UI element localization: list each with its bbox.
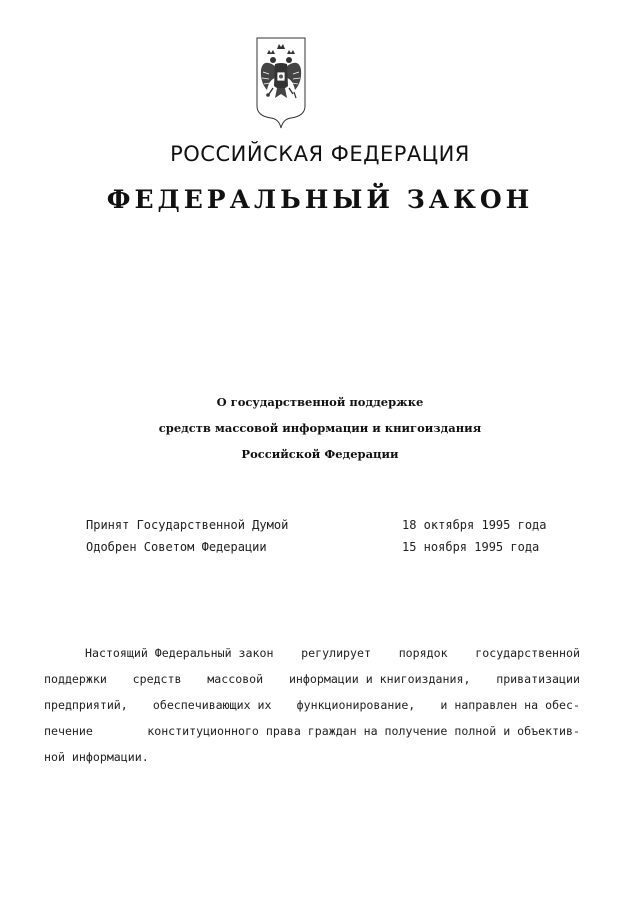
preamble-word: государственной [475,646,580,660]
coat-of-arms-emblem [255,36,307,130]
russian-coat-of-arms-icon [255,36,307,130]
country-heading: РОССИЙСКАЯ ФЕДЕРАЦИЯ [170,142,470,166]
preamble-word: порядок [398,646,448,660]
adoption-date: 15 ноября 1995 года [402,540,540,554]
preamble-word: предприятий, [44,698,128,712]
preamble-word: и направлен на обес- [440,698,580,712]
adoption-row-duma [0,514,640,536]
preamble-word: печение [44,724,93,738]
preamble-word: ной информации. [44,750,149,764]
preamble-word: регулирует [301,646,371,660]
law-title [0,389,640,467]
adoption-label: Принят Государственной Думой [86,518,289,532]
preamble-line [44,718,580,744]
preamble-paragraph [44,640,580,770]
document-type-heading: ФЕДЕРАЛЬНЫЙ ЗАКОН [106,185,534,214]
adoption-date: 18 октября 1995 года [402,518,547,532]
law-title-line: Российской Федерации [241,447,399,461]
preamble-word: средств [132,672,182,686]
adoption-block [0,514,640,558]
adoption-label: Одобрен Советом Федерации [86,540,267,554]
preamble-word: функционирование, [296,698,416,712]
law-title-line: средств массовой информации и книгоиздания [158,421,482,435]
preamble-word: обеспечивающих их [152,698,272,712]
preamble-line [44,640,580,666]
preamble-word: приватизации [496,672,580,686]
preamble-word: конституционного права граждан на получение полной и объектив- [147,724,580,738]
preamble-word: массовой [207,672,264,686]
preamble-line [44,744,580,770]
adoption-row-council [0,536,640,558]
law-title-line: О государственной поддержке [216,395,424,409]
preamble-word: информации и книгоиздания, [288,672,471,686]
preamble-word: Настоящий Федеральный закон [85,646,274,660]
preamble-line [44,666,580,692]
preamble-line [44,692,580,718]
preamble-word: поддержки [44,672,107,686]
